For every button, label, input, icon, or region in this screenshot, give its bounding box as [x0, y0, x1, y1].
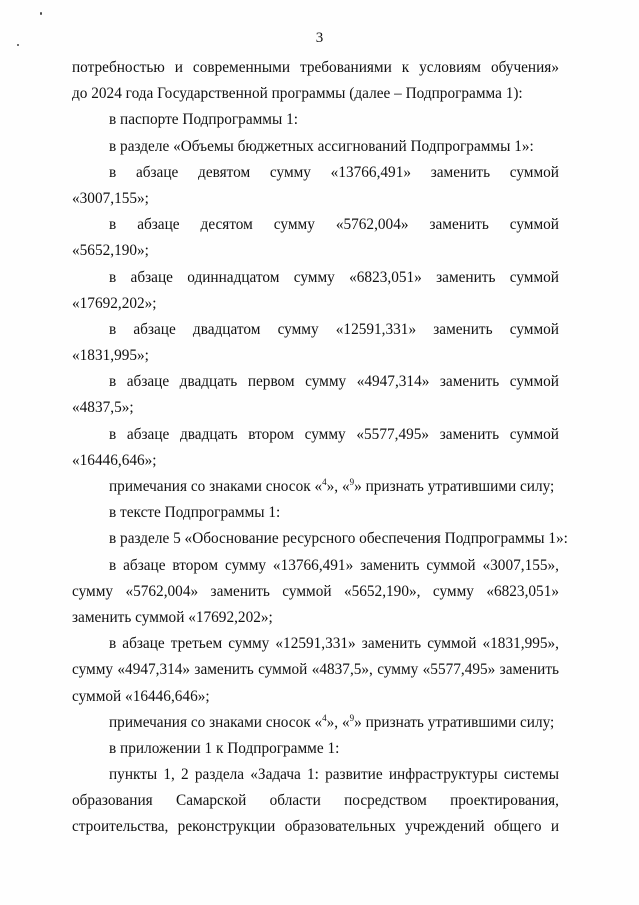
- text-line: в абзаце одиннадцатом сумму «6823,051» заменить суммой: [109, 268, 559, 286]
- text-line: «16446,646»;: [72, 451, 157, 469]
- text-line: в абзаце десятом сумму «5762,004» заменить суммой: [109, 216, 559, 234]
- text-fragment: », «: [326, 478, 350, 495]
- text-line: [72, 474, 559, 500]
- text-line: сумму «4947,314» заменить суммой «4837,5», сумму «5577,495» заменить: [72, 661, 559, 679]
- text-fragment: примечания со знаками сносок «: [109, 478, 323, 495]
- text-fragment: » признать утратившими силу;: [354, 478, 555, 495]
- document-body: [72, 55, 568, 841]
- text-line: до 2024 года Государственной программы (далее – Подпрограмма 1):: [72, 85, 523, 103]
- text-line: в абзаце втором сумму «13766,491» заменить суммой «3007,155»,: [109, 556, 559, 574]
- footnote-mark: 4: [322, 712, 327, 723]
- text-line: «5652,190»;: [72, 242, 149, 260]
- text-line: в абзаце третьем сумму «12591,331» заменить суммой «1831,995»,: [109, 635, 559, 653]
- text-line: потребностью и современными требованиями к условиям обучения»: [72, 59, 559, 76]
- text-line: [72, 710, 559, 736]
- text-line: строительства, реконструкции образовательных учреждений общего и: [72, 818, 559, 836]
- text-line: в разделе 5 «Обоснование ресурсного обеспечения Подпрограммы 1»:: [109, 530, 568, 548]
- text-line: в абзаце девятом сумму «13766,491» заменить суммой: [109, 163, 559, 181]
- scan-speck: [40, 12, 42, 15]
- text-line: пункты 1, 2 раздела «Задача 1: развитие инфраструктуры системы: [109, 766, 559, 784]
- text-line: в абзаце двадцать втором сумму «5577,495» заменить суммой: [109, 425, 559, 443]
- text-line: в абзаце двадцать первом сумму «4947,314» заменить суммой: [109, 373, 559, 391]
- text-line: образования Самарской области посредством проектирования,: [72, 792, 559, 810]
- text-fragment: примечания со знаками сносок «: [109, 713, 323, 731]
- page-number: 3: [315, 30, 324, 46]
- text-line: в тексте Подпрограммы 1:: [109, 504, 281, 522]
- text-line: в паспорте Подпрограммы 1:: [109, 111, 298, 129]
- text-line: в абзаце двадцатом сумму «12591,331» заменить суммой: [109, 320, 559, 338]
- text-line: в приложении 1 к Подпрограмме 1:: [109, 739, 340, 757]
- footnote-mark: 9: [349, 712, 355, 723]
- text-line: «4837,5»;: [72, 399, 134, 417]
- text-line: суммой «16446,646»;: [72, 687, 210, 705]
- text-fragment: » признать утратившими силу;: [354, 713, 555, 731]
- scan-speck: [17, 44, 19, 46]
- footnote-mark: 9: [349, 477, 355, 487]
- text-line: заменить суммой «17692,202»;: [72, 608, 273, 626]
- text-line: сумму «5762,004» заменить суммой «5652,190», сумму «6823,051»: [72, 582, 559, 600]
- text-fragment: », «: [326, 713, 350, 731]
- text-line: «3007,155»;: [72, 189, 149, 207]
- text-line: в разделе «Объемы бюджетных ассигнований Подпрограммы 1»:: [109, 137, 534, 155]
- text-line: «1831,995»;: [72, 347, 149, 365]
- text-line: «17692,202»;: [72, 294, 157, 312]
- footnote-mark: 4: [322, 477, 327, 487]
